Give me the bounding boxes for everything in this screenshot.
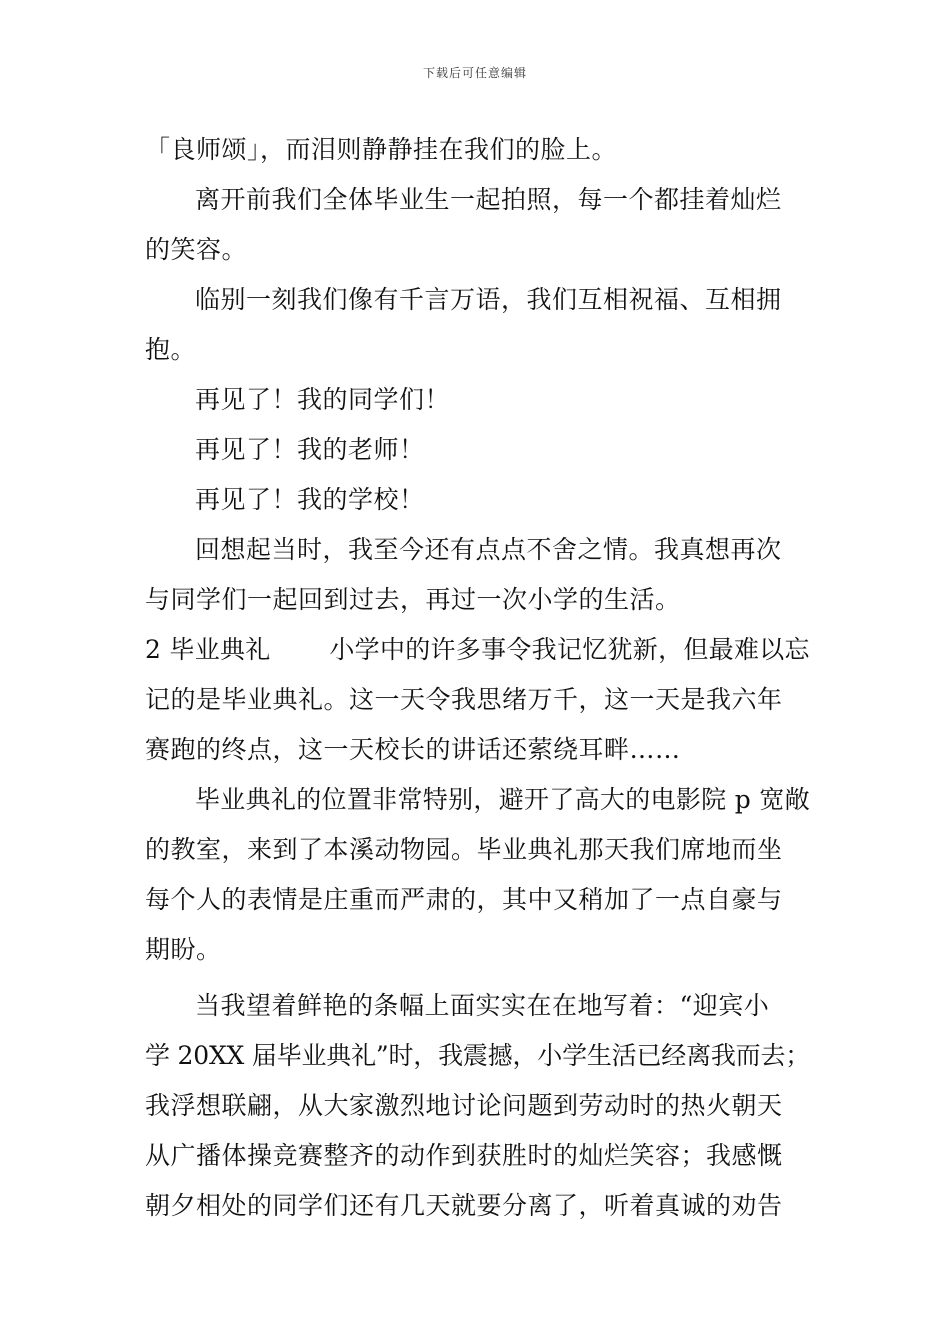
text-line: 再见了！我的老师！ xyxy=(195,435,425,464)
text-line: 与同学们一起回到过去，再过一次小学的生活。 xyxy=(145,585,681,614)
text-line: 「良师颂」，而泪则静静挂在我们的脸上。 xyxy=(145,135,618,164)
text-line: 的笑容。 xyxy=(145,235,248,264)
text-line: 每个人的表情是庄重而严肃的，其中又稍加了一点自豪与 xyxy=(145,885,783,914)
text-line: 当我望着鲜艳的条幅上面实实在在地写着：“迎宾小 xyxy=(195,991,770,1020)
text-line: 我浮想联翩，从大家激烈地讨论问题到劳动时的热火朝天 xyxy=(145,1091,783,1120)
text-line: 再见了！我的同学们！ xyxy=(195,385,451,414)
text-line: 赛跑的终点，这一天校长的讲话还萦绕耳畔…… xyxy=(145,735,681,764)
text-line: 的教室，来到了本溪动物园。毕业典礼那天我们席地而坐 xyxy=(145,835,783,864)
page-header: 下载后可任意编辑 xyxy=(422,66,527,80)
text-line: 再见了！我的学校！ xyxy=(195,485,425,514)
text-line: 抱。 xyxy=(145,335,197,364)
text-line: 期盼。 xyxy=(145,935,222,964)
text-line: 回想起当时，我至今还有点点不舍之情。我真想再次 xyxy=(195,535,782,564)
text-line: 2 毕业典礼 小学中的许多事令我记忆犹新，但最难以忘 xyxy=(145,635,810,664)
text-line: 朝夕相处的同学们还有几天就要分离了，听着真诚的劝告 xyxy=(145,1191,783,1220)
text-line: 从广播体操竞赛整齐的动作到获胜时的灿烂笑容；我感慨 xyxy=(145,1141,783,1170)
text-line: 记的是毕业典礼。这一天令我思绪万千，这一天是我六年 xyxy=(145,685,783,714)
text-line: 毕业典礼的位置非常特别，避开了高大的电影院 p 宽敞 xyxy=(195,785,810,814)
text-line: 学 20XX 届毕业典礼”时，我震撼，小学生活已经离我而去； xyxy=(145,1041,811,1070)
text-line: 临别一刻我们像有千言万语，我们互相祝福、互相拥 xyxy=(195,285,782,314)
text-line: 离开前我们全体毕业生一起拍照，每一个都挂着灿烂 xyxy=(195,185,782,214)
